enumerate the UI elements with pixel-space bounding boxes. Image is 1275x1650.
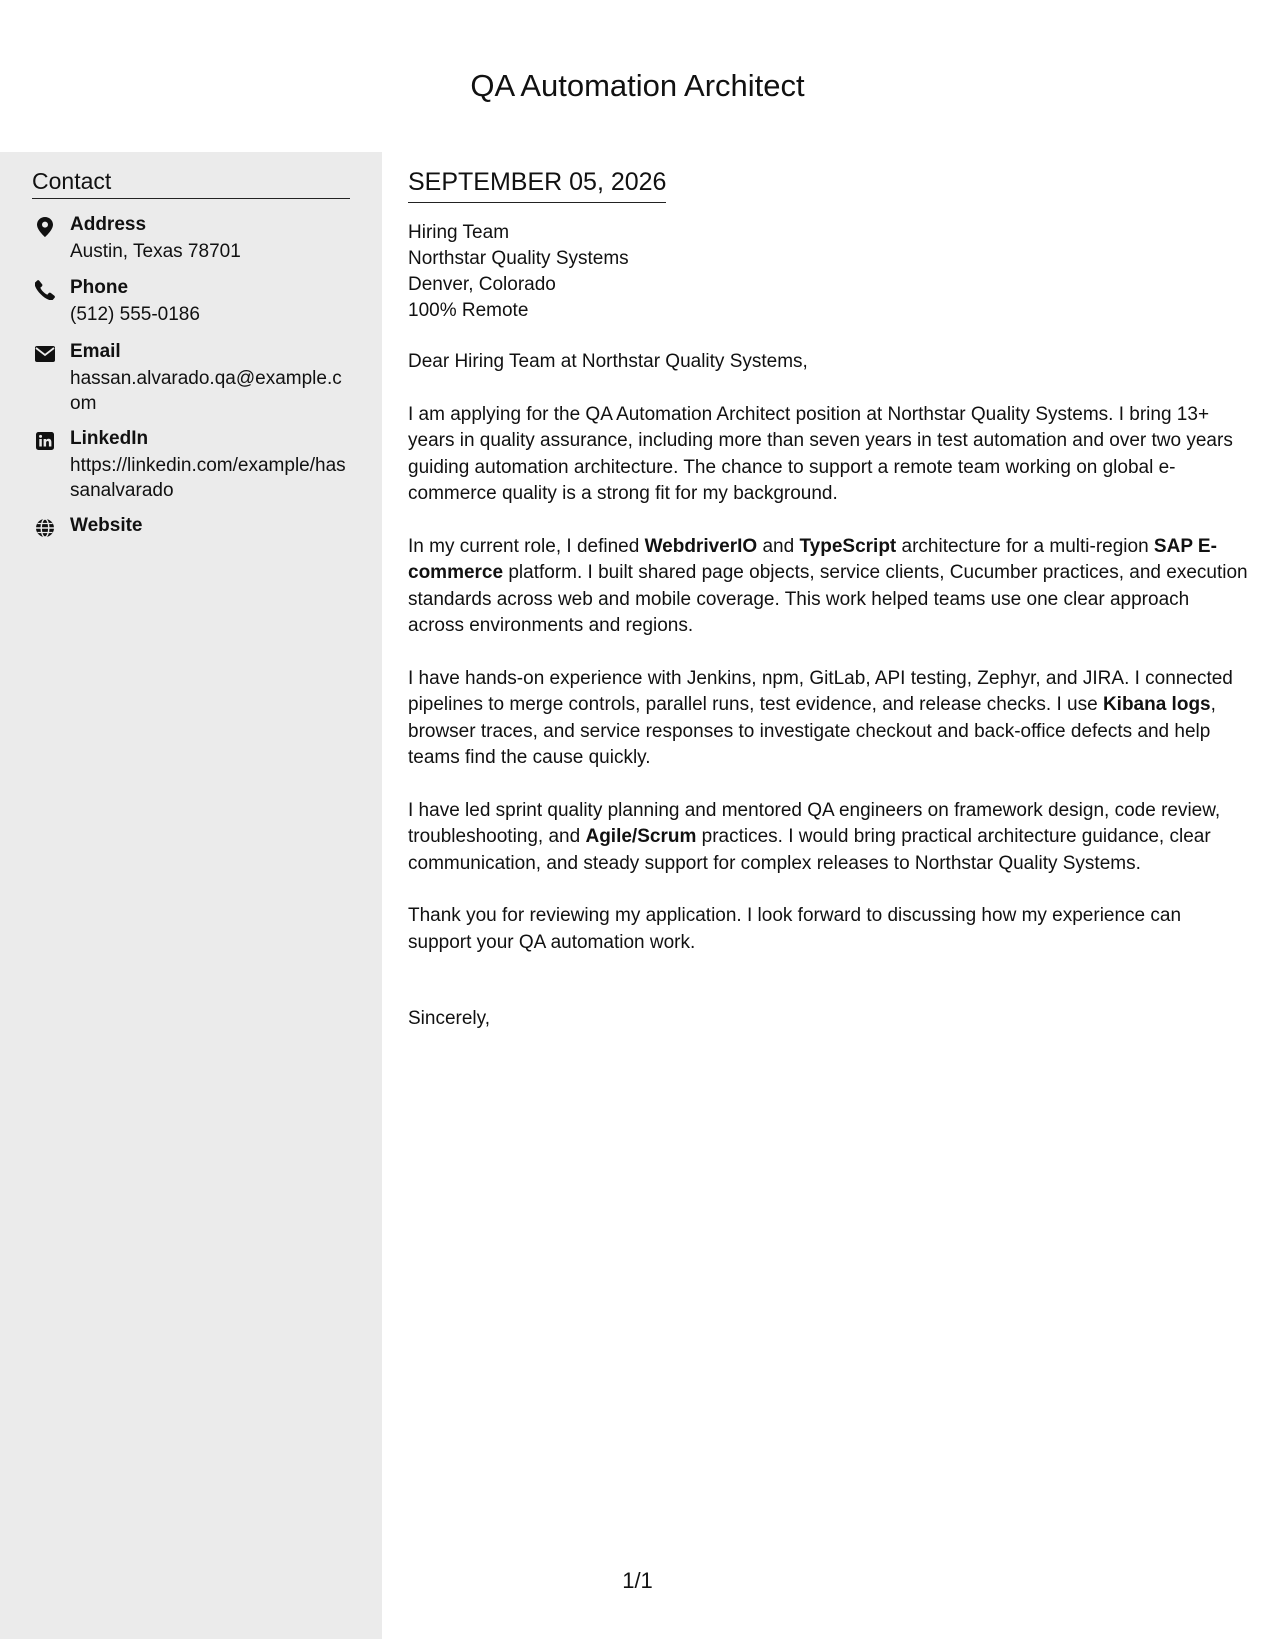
recipient-line: Hiring Team	[408, 222, 510, 243]
letter-date: SEPTEMBER 05, 2026	[408, 168, 666, 203]
globe-icon	[32, 515, 58, 541]
recipient-line: 100% Remote	[408, 300, 529, 321]
bold-term: WebdriverIO	[644, 535, 758, 557]
linkedin-value: https://linkedin.com/example/hassanalvarado	[70, 455, 346, 501]
text-run: I have hands-on experience with Jenkins, npm, GitLab, API testing, Zephyr, and JIRA. I connected pipelines to merge controls, parallel runs, test evidence, and release checks. I use	[408, 667, 1233, 715]
bold-term: Agile/Scrum	[585, 826, 697, 847]
recipient-line: Northstar Quality Systems	[408, 248, 629, 269]
page-number: 1/1	[622, 1568, 653, 1593]
sign-off: Sincerely,	[408, 1008, 491, 1029]
paragraph-1: I am applying for the QA Automation Architect position at Northstar Quality Systems. I bring 13+ years in quality assurance, including more than seven years in test automation and over two years guiding automation architecture. The chance to support a remote team working on global e-commerce quality is a strong fit for my background.	[408, 403, 1233, 504]
bold-term: Kibana logs	[1102, 694, 1211, 715]
bold-term: SAP E-commerce	[408, 535, 1217, 583]
address-label: Address	[70, 214, 147, 235]
phone-value: (512) 555-0186	[70, 304, 200, 325]
text-run: I have led sprint quality planning and mentored QA engineers on framework design, code review, troubleshooting, and	[408, 799, 1221, 847]
text-run: architecture for a multi-region	[896, 535, 1154, 557]
greeting: Dear Hiring Team at Northstar Quality Systems,	[408, 351, 808, 372]
email-value: hassan.alvarado.qa@example.com	[70, 368, 342, 414]
recipient-line: Denver, Colorado	[408, 274, 556, 295]
phone-icon	[32, 277, 58, 303]
linkedin-icon	[32, 428, 58, 454]
bold-term: TypeScript	[799, 535, 897, 557]
contact-sidebar	[0, 152, 382, 1639]
paragraph-2	[408, 534, 1248, 640]
envelope-icon	[32, 341, 58, 367]
text-run: , browser traces, and service responses to investigate checkout and back-office defects and help teams find the cause quickly.	[408, 694, 1216, 768]
recipient-block	[408, 220, 1248, 324]
address-value: Austin, Texas 78701	[70, 241, 241, 262]
paragraph-3	[408, 666, 1248, 772]
map-pin-icon	[32, 214, 58, 240]
linkedin-label: LinkedIn	[70, 428, 149, 449]
phone-label: Phone	[70, 277, 129, 298]
paragraph-4	[408, 798, 1248, 878]
text-run: platform. I built shared page objects, service clients, Cucumber practices, and execution standards across web and mobile coverage. This work helped teams use one clear approach across environments and regions.	[408, 562, 1248, 636]
document-title: QA Automation Architect	[470, 68, 805, 103]
text-run: In my current role, I defined	[408, 535, 645, 557]
text-run: and	[757, 535, 800, 557]
email-label: Email	[70, 341, 121, 362]
letter-body	[408, 168, 1248, 1033]
contact-heading: Contact	[32, 168, 350, 199]
text-run: practices. I would bring practical architecture guidance, clear communication, and steady support for complex releases to Northstar Quality Systems.	[408, 826, 1211, 874]
paragraph-5: Thank you for reviewing my application. I look forward to discussing how my experience can support your QA automation work.	[408, 905, 1182, 953]
website-label: Website	[70, 515, 143, 536]
